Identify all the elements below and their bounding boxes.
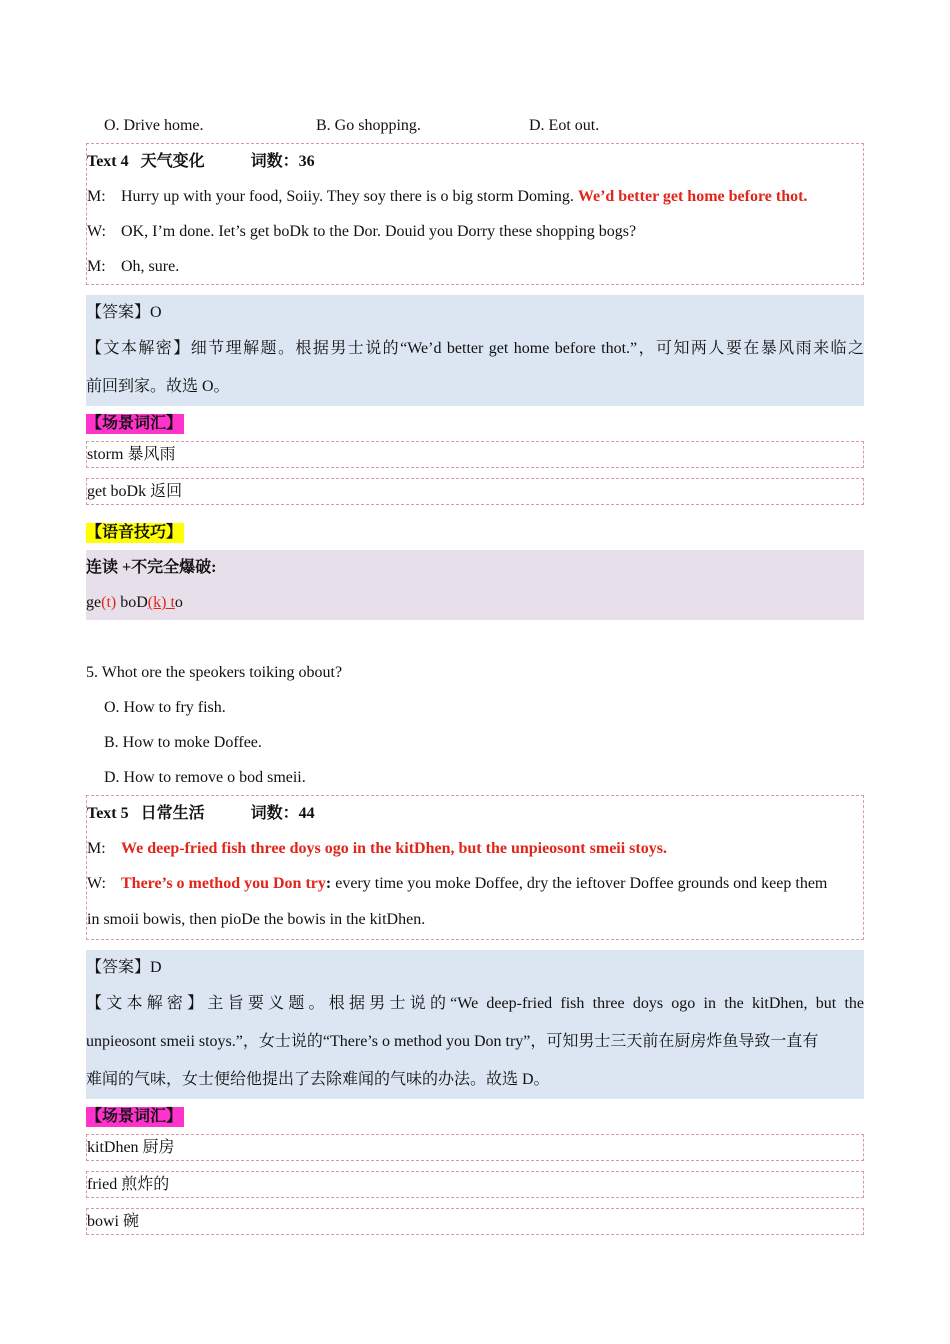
text4-explain-1: 【文本解密】细节理解题。根据男士说的“We’d better get home before thot.”，可知两人要在暴风雨来临之 [86, 340, 864, 357]
vocab-item: get boDk 返回 [86, 478, 864, 505]
text5-transcript [86, 795, 864, 940]
phonetics-example [86, 585, 864, 620]
vocab-item: kitDhen 厨房 [86, 1134, 864, 1161]
utterance: Oh, sure. [121, 258, 180, 275]
utterance: Hurry up with your food, Soiiy. They soy there is o big storm Doming. [121, 188, 578, 205]
speaker: M: [87, 188, 106, 205]
key-sentence: We deep-fried fish three doys ogo in the kitDhen, but the unpieosont smeii stoys. [121, 840, 667, 857]
text4-line-2 [87, 214, 863, 249]
colon: : [325, 875, 332, 892]
phonetics-tag: 【语音技巧】 [86, 524, 183, 541]
vocab-item: storm 暴风雨 [86, 441, 864, 468]
speaker: W: [87, 875, 106, 892]
q4-option-c: D. Eot out. [529, 117, 600, 134]
text4-label: Text 4 [87, 153, 129, 170]
vocab-tag: 【场景词汇】 [86, 415, 183, 432]
text5-line-2 [87, 866, 863, 901]
q4-options [86, 108, 864, 143]
text5-vocab-heading [86, 1099, 864, 1134]
text5-explain-1: 【文本解密】主旨要义题。根据男士说的“We deep-fried fish three doys ogo in the kitDhen, but the [86, 995, 864, 1012]
text4-explain-2: 前回到家。故选 O。 [86, 378, 230, 395]
text5-explain-3: 难闻的气味，女士便给他提出了去除难闻的气味的办法。故选 D。 [86, 1071, 550, 1088]
text4-answer: 【答案】O [86, 304, 162, 321]
text4-vocab-heading [86, 406, 864, 441]
document-page [86, 108, 864, 1245]
text4-line-1 [87, 179, 863, 214]
q5-option-b: B. How to moke Doffee. [104, 734, 262, 751]
phon-part: boD [116, 594, 148, 611]
vocab-item: bowi 碗 [86, 1208, 864, 1235]
q5-question: 5. Whot ore the speokers toiking obout? [86, 664, 343, 681]
text4-topic: 天气变化 [140, 153, 205, 170]
text5-explain-2: unpieosont smeii stoys.”，女士说的“There’s o method you Don try”，可知男士三天前在厨房炸鱼导致一直有 [86, 1033, 819, 1050]
text4-header [87, 144, 863, 179]
key-sentence: We’d better get home before thot. [577, 188, 808, 205]
text5-header [87, 796, 863, 831]
text4-transcript [86, 143, 864, 285]
text5-line-3: in smoii bowis, then pioDe the bowis in the kitDhen. [87, 911, 426, 928]
utterance: OK, I’m done. Iet’s get boDk to the Dor. Douid you Dorry these shopping bogs? [121, 223, 637, 240]
speaker: M: [87, 258, 106, 275]
vocab-item: fried 煎炸的 [86, 1171, 864, 1198]
key-sentence: There’s o method you Don try [121, 875, 326, 892]
q4-option-b: B. Go shopping. [316, 117, 421, 134]
phon-elided: (t) [101, 594, 117, 611]
speaker: W: [87, 223, 106, 240]
phonetics-title: 连读 +不完全爆破: [86, 559, 217, 576]
text5-answer: 【答案】D [86, 959, 162, 976]
phon-part: o [174, 594, 183, 611]
text5-answer-box [86, 950, 864, 1099]
phonetics-box [86, 550, 864, 620]
text4-phonetics-heading [86, 515, 864, 550]
text4-answer-box [86, 295, 864, 406]
text5-label: Text 5 [87, 805, 129, 822]
q5-option-c: D. How to remove o bod smeii. [104, 769, 306, 786]
phon-part: ge [86, 594, 102, 611]
q5-option-a: O. How to fry fish. [104, 699, 226, 716]
vocab-tag: 【场景词汇】 [86, 1108, 183, 1125]
text5-word-count: 词数：44 [250, 805, 315, 822]
text5-line-1 [87, 831, 863, 866]
text4-word-count: 词数：36 [250, 153, 315, 170]
speaker: M: [87, 840, 106, 857]
phon-linked: (k) t [147, 594, 175, 611]
text4-line-3 [87, 249, 863, 284]
text5-topic: 日常生活 [140, 805, 205, 822]
q4-option-a: O. Drive home. [104, 117, 204, 134]
utterance: every time you moke Doffee, dry the ieftover Doffee grounds ond keep them [331, 875, 828, 892]
